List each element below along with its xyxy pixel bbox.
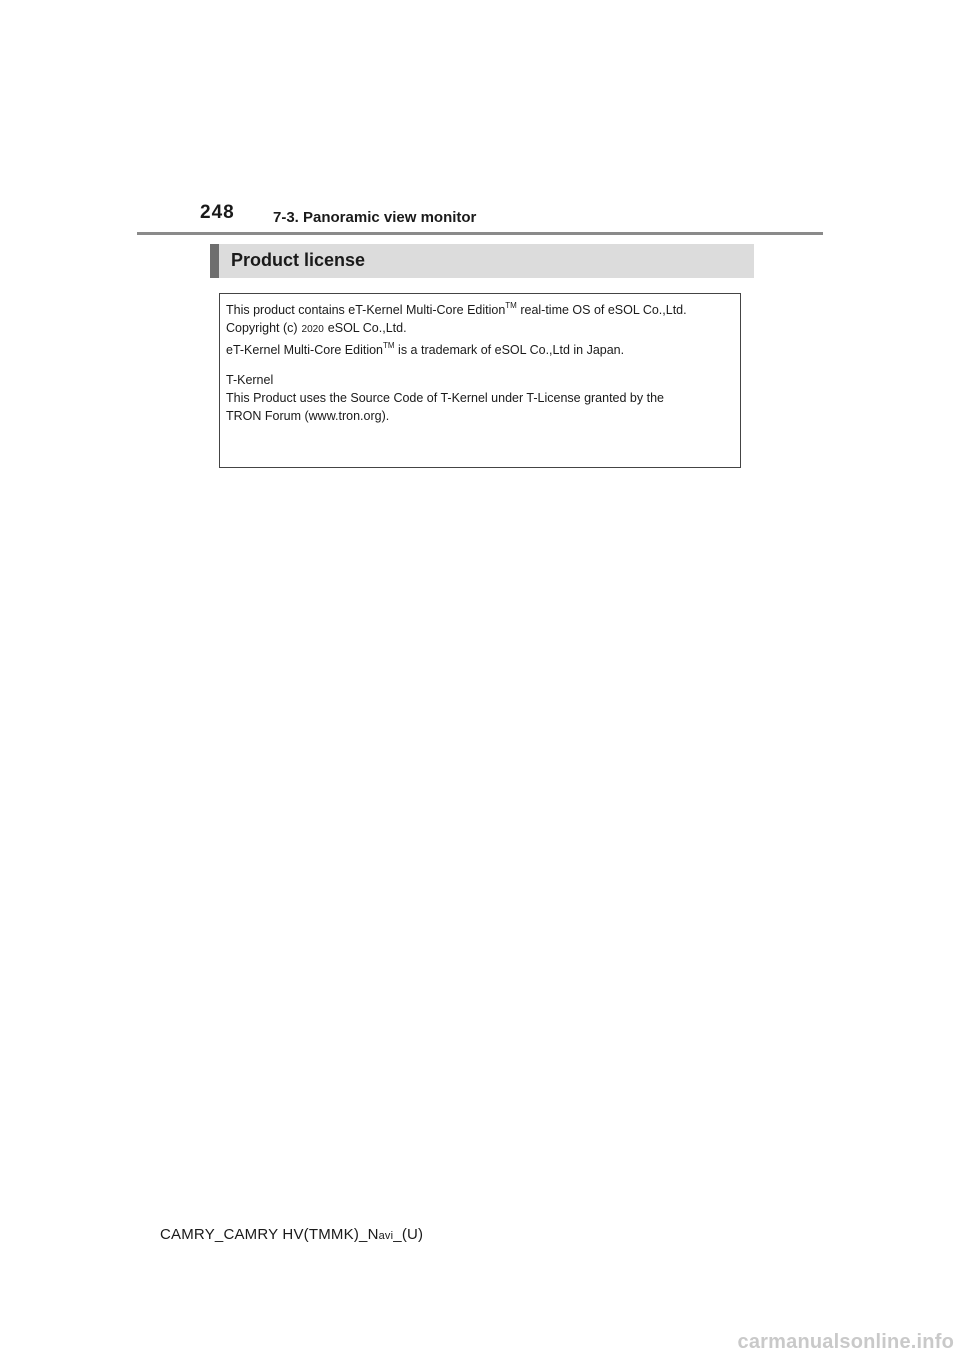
watermark: carmanualsonline.info <box>737 1331 954 1353</box>
license-line-5: This Product uses the Source Code of T-Kernel under T-License granted by the <box>226 391 664 405</box>
license-box <box>219 293 741 468</box>
trademark-mark: TM <box>383 341 395 350</box>
license-line-3: eT-Kernel Multi-Core Edition™ is a trademark of eSOL Co.,Ltd in Japan. <box>226 341 625 357</box>
section-title: 7-3. Panoramic view monitor <box>273 209 477 226</box>
footer-model-code: CAMRY_CAMRY HV(TMMK)_Navi_(U) <box>160 1226 424 1243</box>
copyright-year: 2020 <box>301 324 324 335</box>
header-rule <box>137 232 823 235</box>
trademark-mark: TM <box>505 301 517 310</box>
license-line-6: TRON Forum (www.tron.org). <box>226 409 390 423</box>
license-line-1: This product contains eT-Kernel Multi-Core Edition™ real-time OS of eSOL Co.,Ltd. <box>226 301 687 317</box>
heading-title: Product license <box>231 250 366 270</box>
license-line-2: Copyright (c) 2020 eSOL Co.,Ltd. <box>226 321 407 335</box>
license-line-4: T-Kernel <box>226 373 274 387</box>
page-number: 248 <box>200 202 235 223</box>
spacer <box>226 359 734 371</box>
product-license-heading <box>210 244 754 278</box>
